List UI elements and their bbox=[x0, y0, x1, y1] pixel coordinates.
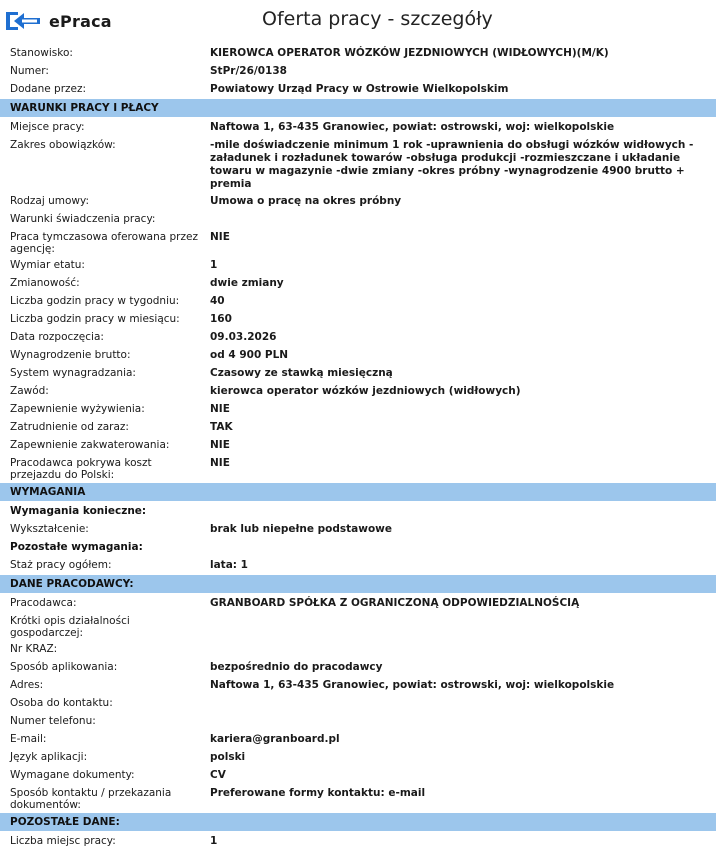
field-label: Adres: bbox=[10, 679, 44, 691]
info-row bbox=[0, 730, 716, 748]
email-link[interactable]: kariera@granboard.pl bbox=[210, 733, 340, 745]
section-header-warunki: WARUNKI PRACY I PŁACY bbox=[0, 99, 716, 117]
info-row bbox=[0, 766, 716, 784]
info-row bbox=[0, 676, 716, 694]
field-label: Rodzaj umowy: bbox=[10, 195, 89, 207]
field-value bbox=[210, 695, 716, 697]
field-value: GRANBOARD SPÓŁKA Z OGRANICZONĄ ODPOWIEDZIALNOŚCIĄ bbox=[210, 597, 580, 609]
field-label: Wymagane dokumenty: bbox=[10, 769, 135, 781]
basic-info bbox=[0, 44, 716, 98]
field-value: 160 bbox=[210, 313, 232, 325]
field-label: Język aplikacji: bbox=[10, 751, 88, 763]
field-label: Wymiar etatu: bbox=[10, 259, 85, 271]
field-label: Numer: bbox=[10, 65, 49, 77]
field-label: Krótki opis działalności gospodarczej: bbox=[10, 615, 130, 639]
field-value: Naftowa 1, 63-435 Granowiec, powiat: ostrowski, woj: wielkopolskie bbox=[210, 679, 615, 691]
field-label: Data rozpoczęcia: bbox=[10, 331, 104, 343]
section-header-pozostale: POZOSTAŁE DANE: bbox=[0, 813, 716, 831]
info-row bbox=[0, 612, 716, 640]
info-row bbox=[0, 192, 716, 210]
info-row bbox=[0, 256, 716, 274]
page-header bbox=[0, 0, 716, 44]
info-row bbox=[0, 310, 716, 328]
field-value: StPr/26/0138 bbox=[210, 65, 287, 77]
field-value: NIE bbox=[210, 439, 230, 451]
info-row bbox=[0, 594, 716, 612]
field-value: lata: 1 bbox=[210, 559, 248, 571]
field-label: Wykształcenie: bbox=[10, 523, 89, 535]
info-row bbox=[0, 228, 716, 256]
info-row bbox=[0, 418, 716, 436]
subheading-other: Pozostałe wymagania: bbox=[10, 541, 143, 553]
field-label: Pracodawca: bbox=[10, 597, 77, 609]
info-row bbox=[0, 328, 716, 346]
field-value: NIE bbox=[210, 403, 230, 415]
section-header-wymagania: WYMAGANIA bbox=[0, 483, 716, 501]
section-pozostale bbox=[0, 832, 716, 850]
field-label: Zakres obowiązków: bbox=[10, 139, 116, 151]
info-row bbox=[0, 118, 716, 136]
field-label: Praca tymczasowa oferowana przez agencję: bbox=[10, 231, 198, 255]
field-value: bezpośrednio do pracodawcy bbox=[210, 661, 383, 673]
info-row bbox=[0, 556, 716, 574]
field-label: Sposób aplikowania: bbox=[10, 661, 118, 673]
info-row bbox=[0, 210, 716, 228]
field-label: Numer telefonu: bbox=[10, 715, 96, 727]
field-label: Osoba do kontaktu: bbox=[10, 697, 113, 709]
info-row bbox=[0, 364, 716, 382]
epraca-logo[interactable] bbox=[4, 8, 114, 34]
info-row bbox=[0, 640, 716, 658]
info-row bbox=[0, 454, 716, 482]
info-row bbox=[0, 694, 716, 712]
field-label: Zapewnienie zakwaterowania: bbox=[10, 439, 170, 451]
field-value: Umowa o pracę na okres próbny bbox=[210, 195, 402, 207]
field-label: System wynagradzania: bbox=[10, 367, 136, 379]
field-label: Pracodawca pokrywa koszt przejazdu do Polski: bbox=[10, 457, 152, 481]
field-value: Preferowane formy kontaktu: e-mail bbox=[210, 787, 426, 799]
field-value: brak lub niepełne podstawowe bbox=[210, 523, 392, 535]
field-value bbox=[210, 211, 716, 213]
subheading-required: Wymagania konieczne: bbox=[10, 505, 147, 517]
field-value: NIE bbox=[210, 457, 230, 469]
field-label: Miejsce pracy: bbox=[10, 121, 85, 133]
info-row bbox=[0, 400, 716, 418]
info-row bbox=[0, 62, 716, 80]
field-label: Zatrudnienie od zaraz: bbox=[10, 421, 129, 433]
field-label: Liczba godzin pracy w tygodniu: bbox=[10, 295, 180, 307]
info-row bbox=[0, 346, 716, 364]
field-value: TAK bbox=[210, 421, 233, 433]
field-value: Czasowy ze stawką miesięczną bbox=[210, 367, 393, 379]
info-row bbox=[0, 274, 716, 292]
field-value: kierowca operator wózków jezdniowych (widłowych) bbox=[210, 385, 521, 397]
field-label: Wynagrodzenie brutto: bbox=[10, 349, 131, 361]
field-value: 1 bbox=[210, 259, 218, 271]
field-label: Liczba godzin pracy w miesiącu: bbox=[10, 313, 180, 325]
info-row bbox=[0, 382, 716, 400]
field-value: od 4 900 PLN bbox=[210, 349, 289, 361]
field-value bbox=[210, 613, 716, 615]
field-value bbox=[210, 713, 716, 715]
field-label: Stanowisko: bbox=[10, 47, 73, 59]
info-row bbox=[0, 520, 716, 538]
info-row bbox=[0, 784, 716, 812]
field-label: Dodane przez: bbox=[10, 83, 87, 95]
field-value: KIEROWCA OPERATOR WÓZKÓW JEZDNIOWYCH (WIDŁOWYCH)(M/K) bbox=[210, 47, 609, 59]
page-title: Oferta pracy - szczegóły bbox=[262, 8, 493, 30]
field-value: Naftowa 1, 63-435 Granowiec, powiat: ostrowski, woj: wielkopolskie bbox=[210, 121, 615, 133]
field-label: Nr KRAZ: bbox=[10, 643, 58, 655]
info-row bbox=[0, 832, 716, 850]
field-value: 09.03.2026 bbox=[210, 331, 277, 343]
info-row bbox=[0, 658, 716, 676]
field-label: Zapewnienie wyżywienia: bbox=[10, 403, 145, 415]
info-row bbox=[0, 436, 716, 454]
field-label: Sposób kontaktu / przekazania dokumentów: bbox=[10, 787, 172, 811]
field-value: CV bbox=[210, 769, 226, 781]
field-label: E-mail: bbox=[10, 733, 47, 745]
section-warunki bbox=[0, 118, 716, 482]
field-value: 1 bbox=[210, 835, 218, 847]
section-wymagania bbox=[0, 502, 716, 574]
field-value: -mile doświadczenie minimum 1 rok -uprawnienia do obsługi wózków widłowych -załadunek i rozładunek towarów -obsługa produkcji -rozmieszczane i układanie towaru w magazynie -dwie zmiany -okres próbny -wynagrodzenie 4900 brutto + premia bbox=[210, 139, 694, 190]
info-row bbox=[0, 80, 716, 98]
field-value: dwie zmiany bbox=[210, 277, 284, 289]
info-row bbox=[0, 44, 716, 62]
field-label: Zawód: bbox=[10, 385, 49, 397]
info-row bbox=[0, 136, 716, 192]
field-label: Liczba miejsc pracy: bbox=[10, 835, 116, 847]
epraca-logo-icon bbox=[4, 10, 44, 32]
section-pracodawca bbox=[0, 594, 716, 812]
offer-details bbox=[0, 44, 716, 850]
field-label: Zmianowość: bbox=[10, 277, 80, 289]
field-value bbox=[210, 641, 716, 643]
info-row bbox=[0, 292, 716, 310]
field-value: Powiatowy Urząd Pracy w Ostrowie Wielkopolskim bbox=[210, 83, 509, 95]
section-header-pracodawca: DANE PRACODAWCY: bbox=[0, 575, 716, 593]
logo-text: ePraca bbox=[49, 11, 112, 31]
field-value: 40 bbox=[210, 295, 225, 307]
field-label: Staż pracy ogółem: bbox=[10, 559, 112, 571]
field-label: Warunki świadczenia pracy: bbox=[10, 213, 156, 225]
info-row bbox=[0, 712, 716, 730]
field-value: NIE bbox=[210, 231, 230, 243]
info-row bbox=[0, 748, 716, 766]
field-value: polski bbox=[210, 751, 246, 763]
